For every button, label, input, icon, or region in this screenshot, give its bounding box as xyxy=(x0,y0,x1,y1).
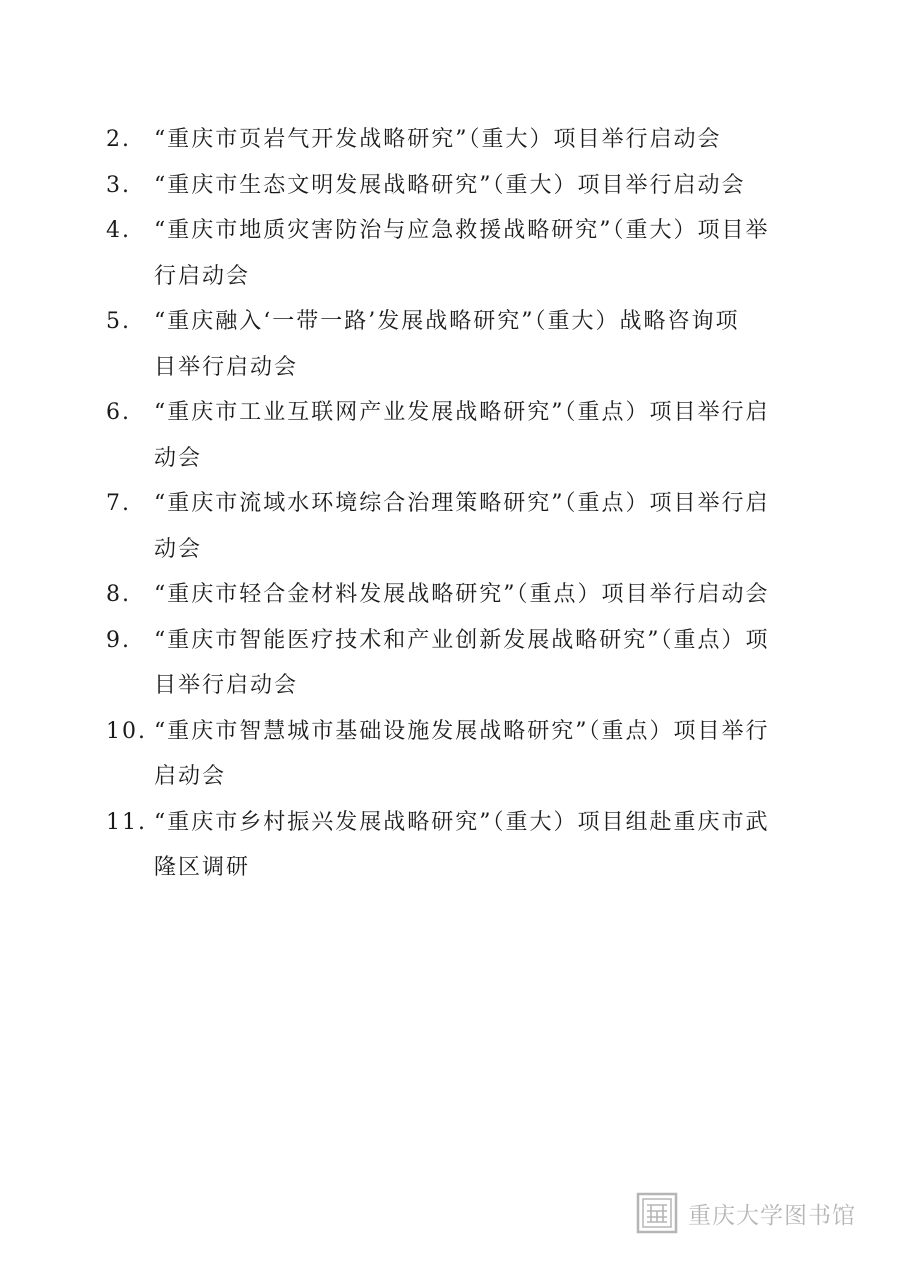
item-line: “重庆市流域水环境综合治理策略研究”（重点）项目举行启 xyxy=(154,491,770,516)
item-number: 8. xyxy=(106,582,131,607)
library-watermark xyxy=(636,1192,856,1234)
list-item xyxy=(106,618,806,709)
item-line: 目举行启动会 xyxy=(154,354,299,380)
item-text xyxy=(154,299,806,390)
item-text xyxy=(154,709,806,800)
item-line: “重庆市地质灾害防治与应急救援战略研究”（重大）项目举 xyxy=(154,218,770,243)
list-item xyxy=(106,208,806,299)
item-line: 目举行启动会 xyxy=(154,673,299,698)
list-item xyxy=(106,709,806,800)
item-number: 2. xyxy=(106,127,131,152)
item-line: “重庆市生态文明发展战略研究”（重大）项目举行启动会 xyxy=(154,172,746,198)
meeting-list xyxy=(106,117,806,891)
item-text xyxy=(154,208,806,299)
item-number: 7. xyxy=(106,491,131,516)
item-line: “重庆市智慧城市基础设施发展战略研究”（重点）项目举行 xyxy=(154,718,770,744)
list-item xyxy=(106,163,806,209)
item-text xyxy=(154,572,806,618)
list-item xyxy=(106,299,806,390)
item-line: “重庆市轻合金材料发展战略研究”（重点）项目举行启动会 xyxy=(154,582,770,607)
item-line: “重庆市工业互联网产业发展战略研究”（重点）项目举行启 xyxy=(154,400,770,425)
item-text xyxy=(154,800,806,891)
list-item xyxy=(106,390,806,481)
item-number: 3. xyxy=(106,172,131,198)
item-line: “重庆市页岩气开发战略研究”（重大）项目举行启动会 xyxy=(154,127,722,152)
item-line: 行启动会 xyxy=(154,263,251,289)
item-number: 10. xyxy=(106,718,147,744)
list-item xyxy=(106,481,806,572)
item-text xyxy=(154,163,806,209)
item-text xyxy=(154,117,806,163)
item-line: “重庆市智能医疗技术和产业创新发展战略研究”（重点）项 xyxy=(154,627,770,653)
watermark-text: 重庆大学图书馆 xyxy=(688,1202,856,1229)
item-line: “重庆市乡村振兴发展战略研究”（重大）项目组赴重庆市武 xyxy=(154,809,770,835)
item-line: 隆区调研 xyxy=(154,855,251,880)
library-seal-icon xyxy=(636,1192,678,1234)
item-number: 11. xyxy=(106,809,147,835)
list-item xyxy=(106,800,806,891)
item-number: 6. xyxy=(106,400,131,425)
item-number: 4. xyxy=(106,218,131,243)
item-number: 9. xyxy=(106,627,131,653)
item-line: 动会 xyxy=(154,445,203,471)
item-text xyxy=(154,481,806,572)
item-number: 5. xyxy=(106,309,131,334)
item-line: “重庆融入‘一带一路’发展战略研究”（重大）战略咨询项 xyxy=(154,309,740,334)
item-text xyxy=(154,618,806,709)
item-text xyxy=(154,390,806,481)
item-line: 启动会 xyxy=(154,764,227,789)
list-item xyxy=(106,117,806,163)
item-line: 动会 xyxy=(154,536,203,562)
list-item xyxy=(106,572,806,618)
